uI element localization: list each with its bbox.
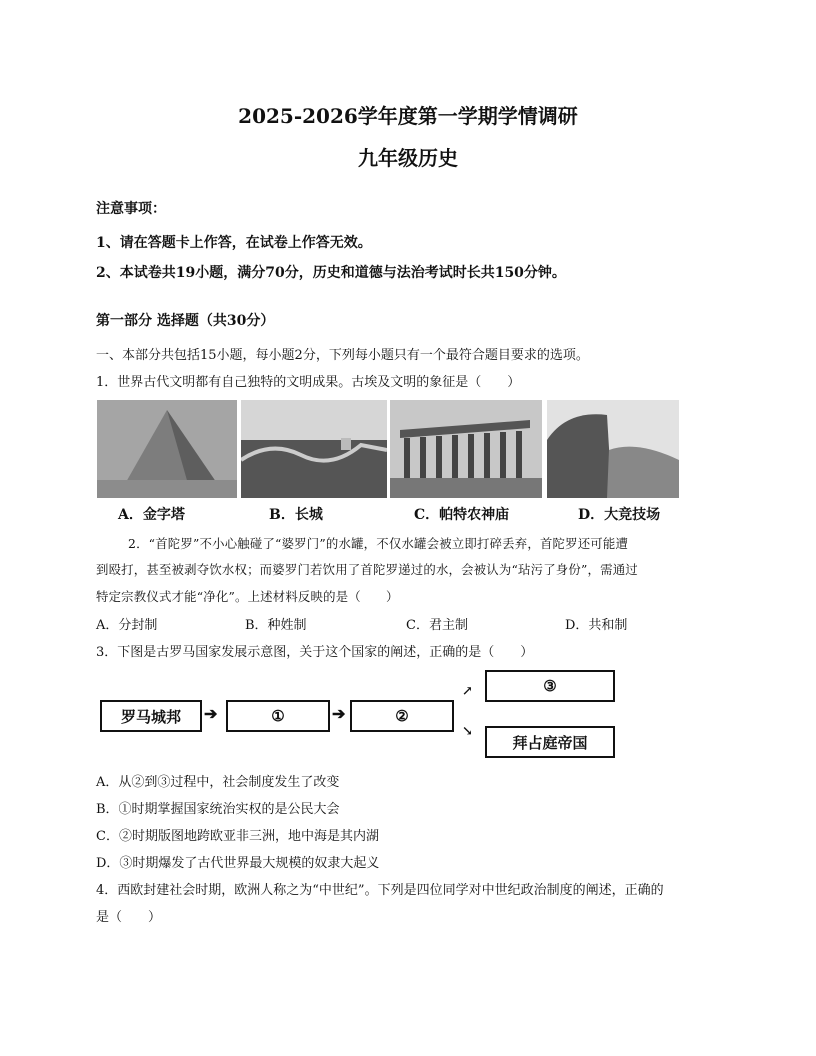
q2-option-b: B．种姓制 [245,618,307,633]
parthenon-photo [390,400,542,498]
note-item: 1、请在答题卡上作答，在试卷上作答无效。 [96,235,372,251]
q2-option-a: A．分封制 [96,618,158,633]
exam-title: 2025-2026学年度第一学期学情调研 [238,104,578,128]
colosseum-photo [547,400,679,498]
arrow-right-icon: ➔ [204,704,218,723]
q2-line: 特定宗教仪式才能“净化”。上述材料反映的是（ ） [96,589,399,604]
q3-stem: 3．下图是古罗马国家发展示意图，关于这个国家的阐述，正确的是（ ） [96,645,534,660]
q1-caption-a: A．金字塔 [118,507,185,523]
q2-line: 2．“首陀罗”不小心触碰了“婆罗门”的水罐，不仅水罐会被立即打碎丢弃，首陀罗还可能遭 [128,536,629,551]
q3-option-b: B．①时期掌握国家统治实权的是公民大会 [96,802,340,817]
q1-stem: 1．世界古代文明都有自己独特的文明成果。古埃及文明的象征是（ ） [96,375,521,390]
q3-option-d: D．③时期爆发了古代世界最大规模的奴隶大起义 [96,856,380,871]
q1-caption-d: D．大竞技场 [578,507,661,523]
q3-option-c: C．②时期版图地跨欧亚非三洲，地中海是其内湖 [96,829,379,844]
q3-option-a: A．从②到③过程中，社会制度发生了改变 [96,775,340,790]
pyramid-photo [97,400,237,498]
arrow-up-right-icon: ↗ [462,684,473,699]
q4-line: 是（ ） [96,910,162,925]
q2-line: 到殴打，甚至被剥夺饮水权；而婆罗门若饮用了首陀罗递过的水，会被认为“玷污了身份”，需通过 [96,562,638,577]
q4-line: 4．西欧封建社会时期，欧洲人称之为“中世纪”。下列是四位同学对中世纪政治制度的阐述，正确的 [96,883,664,898]
diagram-box-byzantine: 拜占庭帝国 [485,726,615,758]
arrow-right-icon: ➔ [332,704,346,723]
great-wall-photo [241,400,387,498]
diagram-box-3: ③ [485,670,615,702]
q2-option-d: D．共和制 [565,618,628,633]
instruction: 一、本部分共包括15小题，每小题2分，下列每小题只有一个最符合题目要求的选项。 [96,348,589,363]
diagram-box-rome-city-state: 罗马城邦 [100,700,202,732]
diagram-box-2: ② [350,700,454,732]
arrow-down-right-icon: ↘ [462,724,473,739]
notes-heading: 注意事项： [96,201,166,217]
section-heading: 第一部分 选择题（共30分） [96,313,275,329]
q2-option-c: C．君主制 [406,618,468,633]
q1-caption-b: B．长城 [269,507,323,523]
exam-subtitle: 九年级历史 [358,146,458,170]
diagram-box-1: ① [226,700,330,732]
note-item: 2、本试卷共19小题，满分70分，历史和道德与法治考试时长共150分钟。 [96,265,566,281]
q1-caption-c: C．帕特农神庙 [414,507,510,523]
